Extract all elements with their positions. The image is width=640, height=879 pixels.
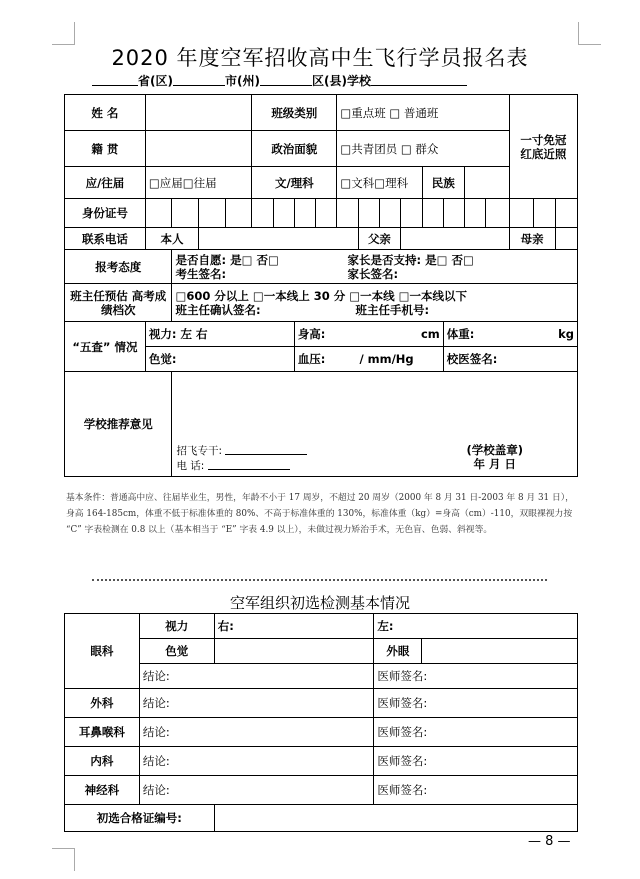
attitude-cell xyxy=(172,250,578,284)
dotted-divider xyxy=(92,579,547,581)
recruit-officer-line[interactable] xyxy=(225,443,307,455)
politics-options[interactable]: □共青团员 □ 群众 xyxy=(337,131,509,167)
vision-left-label: 左: xyxy=(377,619,394,633)
eye-dept-label: 眼科 xyxy=(65,614,140,689)
id-digit-8[interactable] xyxy=(316,199,337,228)
exam-table xyxy=(64,613,578,832)
id-digit-11[interactable] xyxy=(379,199,400,228)
seal-label: (学校盖章) xyxy=(466,443,523,457)
id-digit-13[interactable] xyxy=(422,199,443,228)
school-doctor-sign[interactable]: 校医签名: xyxy=(443,347,577,372)
subject-label: 文/理科 xyxy=(252,167,337,199)
school-label: 学校 xyxy=(346,74,371,88)
id-digit-10[interactable] xyxy=(358,199,379,228)
height-field[interactable] xyxy=(294,322,443,347)
father-phone-label: 父亲 xyxy=(358,228,401,250)
bp-label: 血压: xyxy=(297,352,326,366)
teacher-sign[interactable]: 班主任确认签名: xyxy=(175,302,261,317)
father-phone-field[interactable] xyxy=(401,228,510,250)
surgery-doctor-sign[interactable]: 医师签名: xyxy=(374,689,578,718)
id-digit-4[interactable] xyxy=(225,199,252,228)
self-phone-label: 本人 xyxy=(145,228,198,250)
mother-phone-label: 母亲 xyxy=(509,228,555,250)
id-digit-3[interactable] xyxy=(199,199,226,228)
weight-unit: kg xyxy=(558,327,574,341)
officer-phone-line[interactable] xyxy=(208,458,290,470)
vision-right-label: 右: xyxy=(217,619,234,633)
height-label: 身高: xyxy=(297,327,326,341)
photo-box: 一寸免冠 红底近照 xyxy=(509,95,577,199)
recommend-field[interactable] xyxy=(172,372,578,477)
crop-mark-bl xyxy=(52,848,75,871)
province-label: 省(区) xyxy=(138,74,173,88)
basic-conditions-note: 基本条件：普通高中应、往届毕业生，男性，年龄不小于 17 周岁，不超过 20 周岁（2000 年 8 月 31 日-2003 年 8 月 31 日），身高 164-185cm，体重不低于标准体重的 80%、不高于标准体重的 130%，标准体重（kg）=身高（cm）-110，双眼裸视力按 “C” 字表检测在 0.8 以上（基本相当于 “E” 字表 4.9 以上），未做过视力矫治手术，无色盲、色弱、斜视等。 xyxy=(66,493,574,535)
vision-left-field[interactable] xyxy=(374,614,578,639)
city-label: 市(州) xyxy=(224,74,260,88)
teacher-eval-cell xyxy=(172,284,578,322)
recruit-officer-label: 招飞专干: xyxy=(176,445,223,457)
ethnic-field[interactable] xyxy=(465,167,510,199)
county-label: 区(县) xyxy=(311,74,347,88)
neuro-conclusion[interactable]: 结论: xyxy=(139,776,374,805)
politics-label: 政治面貌 xyxy=(252,131,337,167)
id-digit-7[interactable] xyxy=(294,199,315,228)
internal-conclusion[interactable]: 结论: xyxy=(139,747,374,776)
internal-dept-label: 内科 xyxy=(65,747,140,776)
height-unit: cm xyxy=(420,327,440,341)
weight-label: 体重: xyxy=(446,327,475,341)
id-digit-1[interactable] xyxy=(145,199,172,228)
five-check-label: “五查” 情况 xyxy=(65,322,146,372)
id-digit-14[interactable] xyxy=(443,199,464,228)
student-sign[interactable]: 考生签名: xyxy=(175,266,227,281)
hometown-field[interactable] xyxy=(145,131,251,167)
teacher-phone[interactable]: 班主任手机号: xyxy=(355,302,430,317)
score-options[interactable]: □600 分以上 □一本线上 30 分 □一本线 □一本线以下 xyxy=(175,288,467,303)
surgery-conclusion[interactable]: 结论: xyxy=(139,689,374,718)
id-digit-16[interactable] xyxy=(486,199,509,228)
self-phone-field[interactable] xyxy=(199,228,359,250)
officer-phone-label: 电 话: xyxy=(176,460,205,472)
vision-right-field[interactable] xyxy=(214,614,374,639)
date-label: 年 月 日 xyxy=(473,457,516,471)
class-type-label: 班级类别 xyxy=(252,95,337,131)
ent-dept-label: 耳鼻喉科 xyxy=(65,718,140,747)
eye-doctor-sign[interactable]: 医师签名: xyxy=(374,664,578,689)
neuro-doctor-sign[interactable]: 医师签名: xyxy=(374,776,578,805)
page-number: — 8 — xyxy=(528,834,571,849)
neuro-dept-label: 神经科 xyxy=(65,776,140,805)
surgery-dept-label: 外科 xyxy=(65,689,140,718)
class-type-options[interactable]: □重点班 □ 普通班 xyxy=(337,95,509,131)
hometown-label: 籍 贯 xyxy=(65,131,146,167)
subject-options[interactable]: □文科□理科 xyxy=(337,167,422,199)
id-digit-2[interactable] xyxy=(172,199,199,228)
attitude-parent-choice[interactable]: 家长是否支持: 是□ 否□ xyxy=(347,252,474,267)
id-digit-9[interactable] xyxy=(337,199,358,228)
color-vision-field[interactable]: 色觉: xyxy=(145,347,294,372)
ent-doctor-sign[interactable]: 医师签名: xyxy=(374,718,578,747)
exam-color-label: 色觉 xyxy=(139,639,214,664)
id-digit-17[interactable] xyxy=(509,199,533,228)
id-digit-12[interactable] xyxy=(401,199,422,228)
grad-options[interactable]: □应届□往届 xyxy=(145,167,251,199)
page-title: 2020 年度空军招收高中生飞行学员报名表 xyxy=(111,46,529,70)
exam-vision-label: 视力 xyxy=(139,614,214,639)
attitude-label: 报考态度 xyxy=(65,250,172,284)
id-digit-15[interactable] xyxy=(465,199,486,228)
id-label: 身份证号 xyxy=(65,199,146,228)
contact-label: 联系电话 xyxy=(65,228,146,250)
weight-field[interactable] xyxy=(443,322,577,347)
outer-eye-label: 外眼 xyxy=(374,639,422,664)
location-line xyxy=(92,72,467,89)
name-label: 姓 名 xyxy=(65,95,146,131)
ethnic-label: 民族 xyxy=(422,167,465,199)
vision-field[interactable]: 视力: 左 右 xyxy=(145,322,294,347)
registration-table xyxy=(64,94,578,477)
id-digit-6[interactable] xyxy=(273,199,294,228)
attitude-self-choice[interactable]: 是否自愿: 是□ 否□ xyxy=(175,252,279,267)
mother-phone-field[interactable] xyxy=(555,228,578,250)
eye-conclusion[interactable]: 结论: xyxy=(139,664,374,689)
recommend-label: 学校推荐意见 xyxy=(65,372,172,477)
grad-label: 应/往届 xyxy=(65,167,146,199)
bp-field[interactable] xyxy=(294,347,443,372)
id-digit-18[interactable] xyxy=(534,199,555,228)
id-digit-5[interactable] xyxy=(252,199,273,228)
internal-doctor-sign[interactable]: 医师签名: xyxy=(374,747,578,776)
exam-color-field[interactable] xyxy=(214,639,374,664)
teacher-eval-label: 班主任预估 高考成绩档次 xyxy=(65,284,172,322)
section2-title: 空军组织初选检测基本情况 xyxy=(229,594,410,612)
parent-sign[interactable]: 家长签名: xyxy=(347,266,399,281)
cert-number-field[interactable] xyxy=(214,805,577,832)
id-extra xyxy=(555,199,578,228)
cert-number-label: 初选合格证编号: xyxy=(65,805,215,832)
bp-unit: / mm/Hg xyxy=(359,352,414,366)
outer-eye-field[interactable] xyxy=(422,639,578,664)
ent-conclusion[interactable]: 结论: xyxy=(139,718,374,747)
name-field[interactable] xyxy=(145,95,251,131)
